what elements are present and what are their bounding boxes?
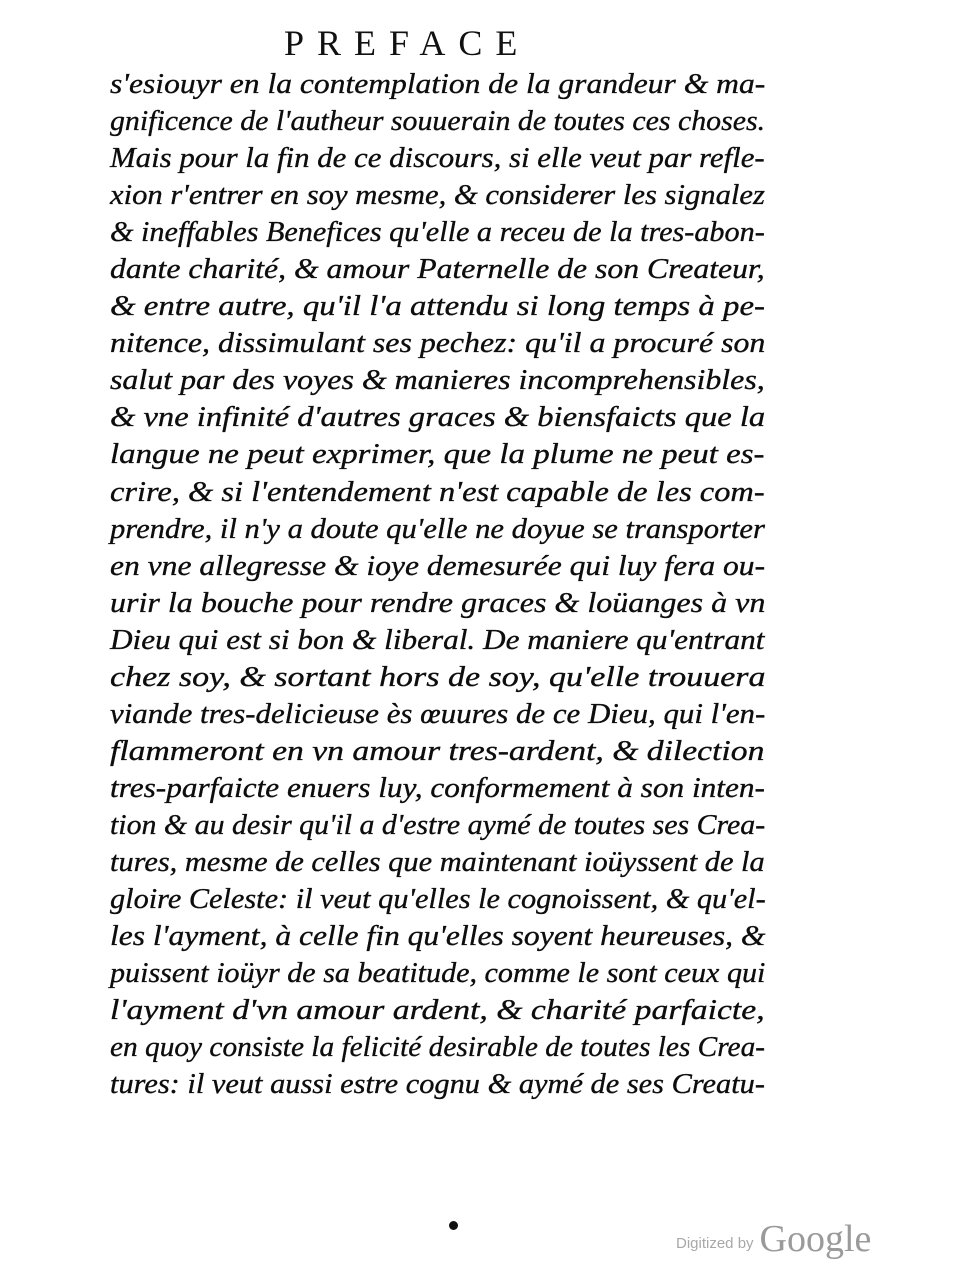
text-line: nitence, dissimulant ses pechez: qu'il a procuré son [110,327,766,360]
text-line: urir la bouche pour rendre graces & loüanges à vn [110,586,766,619]
text-line: salut par des voyes & manieres incomprehensibles, [110,364,765,397]
text-line: chez soy, & sortant hors de soy, qu'elle trouuera [110,660,766,693]
text-line: flammeront en vn amour tres-ardent, & dilection [110,734,765,767]
text-line: viande tres-delicieuse ès œuures de ce Dieu, qui l'en- [110,697,766,730]
text-line: Mais pour la fin de ce discours, si elle veut par refle- [110,142,765,175]
text-line: gnificence de l'autheur souuerain de toutes ces choses. [110,105,766,138]
text-line: crire, & si l'entendement n'est capable de les com- [110,475,765,508]
text-line: l'ayment d'vn amour ardent, & charité parfaicte, [110,994,765,1027]
text-line: tres-parfaicte enuers luy, conformement à son inten- [110,771,765,804]
text-line: gloire Celeste: il veut qu'elles le cognoissent, & qu'el- [110,883,766,916]
text-line: en quoy consiste la felicité desirable de toutes les Crea- [110,1031,766,1064]
digitization-watermark [676,1215,876,1259]
watermark-brand: Google [759,1218,872,1260]
text-line: puissent ioüyr de sa beatitude, comme le sont ceux qui [110,957,766,990]
text-line: & ineffables Benefices qu'elle a receu de la tres-abon- [110,216,765,249]
text-line: langue ne peut exprimer, que la plume ne peut es- [110,438,765,471]
text-line: & entre autre, qu'il l'a attendu si long temps à pe- [110,290,765,323]
text-line: prendre, il n'y a doute qu'elle ne doyue se transporter [110,512,765,545]
running-head: PREFACE [284,23,531,63]
text-line: tures: il veut aussi estre cognu & aymé de ses Creatu- [110,1068,765,1101]
body-text [110,66,770,1103]
text-line: les l'ayment, à celle fin qu'elles soyent heureuses, & [110,920,766,953]
text-line: en vne allegresse & ioye demesurée qui luy fera ou- [110,549,766,582]
text-line: s'esiouyr en la contemplation de la grandeur & ma- [110,68,766,100]
text-line: Dieu qui est si bon & liberal. De maniere qu'entrant [110,623,765,656]
page-dot-mark [449,1221,458,1230]
watermark-digitized-by: Digitized by [676,1235,754,1252]
text-line: dante charité, & amour Paternelle de son Createur, [110,253,765,286]
text-line: tures, mesme de celles que maintenant ioüyssent de la [110,845,765,878]
text-line: & vne infinité d'autres graces & biensfaicts que la [110,401,766,434]
text-line: tion & au desir qu'il a d'estre aymé de toutes ses Crea- [110,808,766,841]
text-line: xion r'entrer en soy mesme, & considerer les signalez [110,179,765,212]
